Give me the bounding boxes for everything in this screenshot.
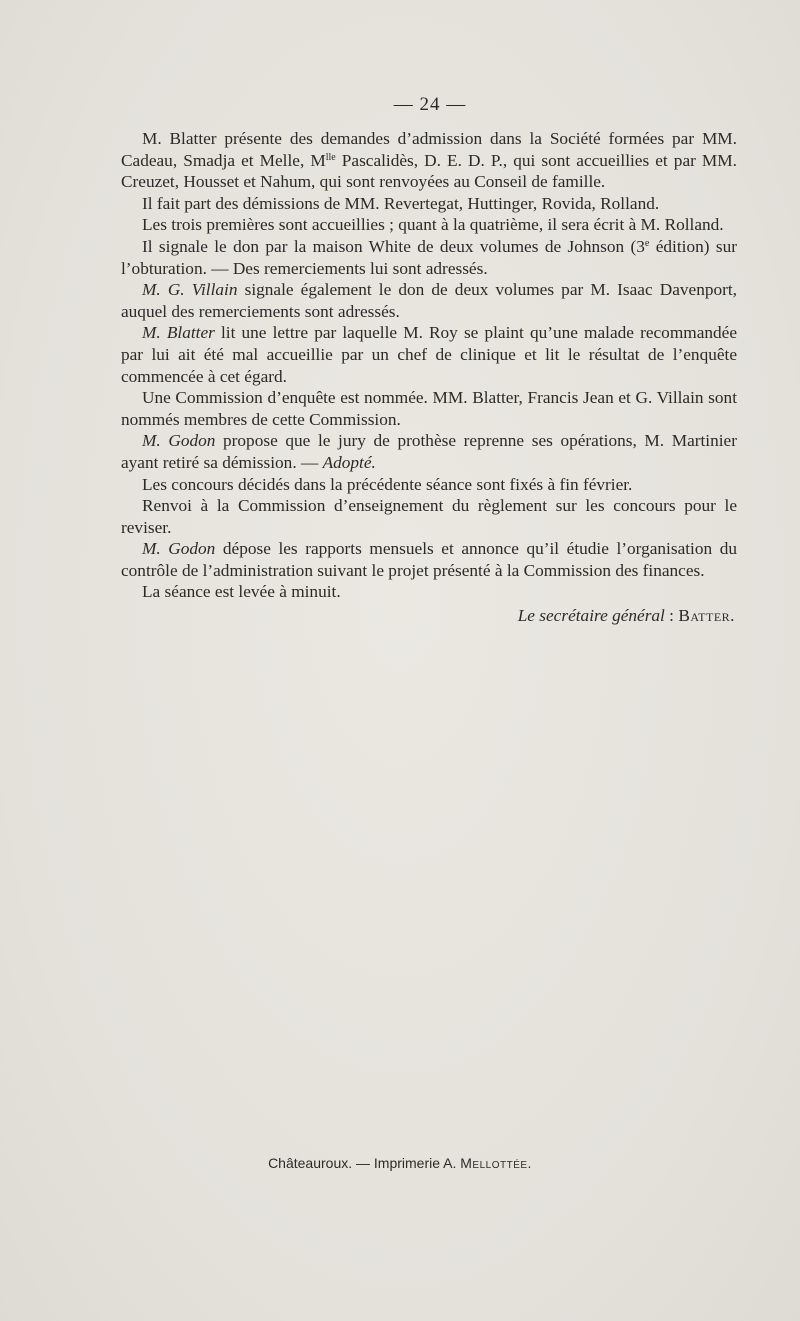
minutes-body bbox=[121, 128, 737, 627]
paragraph-reports bbox=[121, 538, 737, 581]
paragraph-text: Il signale le don par la maison White de deux volumes de Johnson (3 bbox=[142, 236, 645, 256]
paragraph-text: signale également le don de deux volumes par M. Isaac Davenport, auquel des remerciements sont adressés. bbox=[121, 280, 737, 321]
adopted-label: Adopté. bbox=[322, 452, 376, 472]
superscript: e bbox=[644, 237, 650, 249]
speaker-name: M. Godon bbox=[142, 431, 216, 451]
speaker-name: M. Blatter bbox=[142, 323, 215, 343]
signature-line bbox=[121, 605, 737, 627]
paragraph-jury bbox=[121, 430, 737, 473]
paragraph-concours: Les concours décidés dans la précédente séance sont fixés à fin février. bbox=[142, 474, 633, 494]
paragraph-text: dépose les rapports mensuels et annonce qu’il étudie l’organisation du contrôle de l’administration suivant le projet présenté à la Commission des finances. bbox=[121, 539, 737, 580]
signature-name: Batter. bbox=[678, 606, 735, 626]
signature-title: Le secrétaire général bbox=[517, 606, 665, 626]
speaker-name: M. Godon bbox=[142, 539, 216, 559]
paragraph-donation-white bbox=[121, 236, 737, 279]
paragraph-text: M. Blatter présente des demandes d’admission dans la Société formées par MM. Cadeau, Smadja et Melle, M bbox=[121, 129, 737, 170]
paragraph-text: édition) sur l’obturation. — Des remerciements lui sont adressés. bbox=[121, 236, 737, 278]
paragraph-text: lit une lettre par laquelle M. Roy se plaint qu’une malade recommandée par lui ait été mal accueillie par un chef de clinique et lit le résultat de l’enquête commencée à cet égard. bbox=[121, 323, 737, 386]
paragraph-commission: Une Commission d’enquête est nommée. MM. Blatter, Francis Jean et G. Villain sont nommés membres de cette Commission. bbox=[121, 388, 737, 429]
imprint-printer: Mellottée. bbox=[460, 1155, 532, 1171]
paragraph-letter-roy bbox=[121, 322, 737, 387]
page-number: — 24 — bbox=[393, 94, 467, 115]
printer-imprint bbox=[0, 1155, 800, 1171]
paragraph-resignations-accepted: Les trois premières sont accueillies ; quant à la quatrième, il sera écrit à M. Rolland. bbox=[142, 215, 724, 235]
speaker-name: M. G. Villain bbox=[142, 280, 238, 300]
signature-separator: : bbox=[664, 606, 679, 626]
paragraph-renvoi: Renvoi à la Commission d’enseignement du règlement sur les concours pour le reviser. bbox=[121, 496, 737, 537]
paragraph-resignations: Il fait part des démissions de MM. Revertegat, Huttinger, Rovida, Rolland. bbox=[142, 193, 660, 213]
paragraph-admissions bbox=[121, 128, 737, 193]
paragraph-donation-villain bbox=[121, 279, 737, 322]
superscript: lle bbox=[325, 151, 336, 163]
paragraph-text: Pascalidès, D. E. D. P., qui sont accueillies et par MM. Creuzet, Housset et Nahum, qui sont renvoyées au Conseil de famille. bbox=[121, 150, 737, 192]
paragraph-text: propose que le jury de prothèse reprenne ses opérations, M. Martinier ayant retiré sa démission. — bbox=[121, 431, 737, 472]
imprint-city: Châteauroux. — Imprimerie A. bbox=[268, 1155, 461, 1171]
paragraph-closing: La séance est levée à minuit. bbox=[142, 582, 341, 602]
